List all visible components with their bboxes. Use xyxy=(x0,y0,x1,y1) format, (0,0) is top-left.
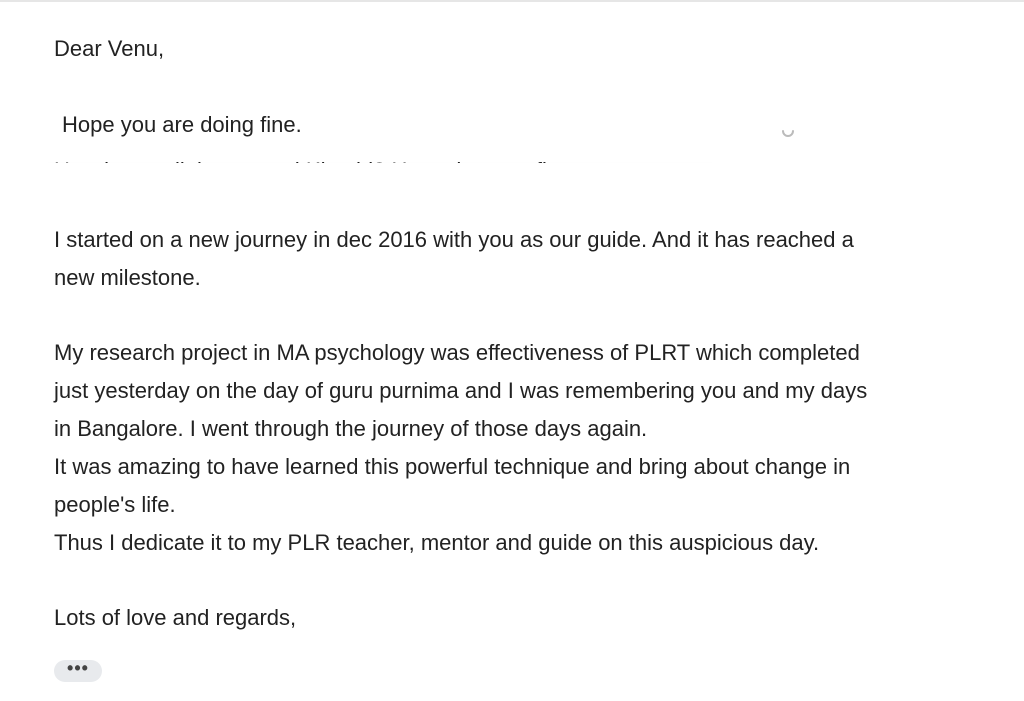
email-body xyxy=(54,30,1014,68)
loading-cursor-icon xyxy=(781,124,795,138)
cutoff-text-strip xyxy=(48,140,712,174)
closing-line: Lots of love and regards, xyxy=(54,605,297,630)
show-trimmed-content-button[interactable] xyxy=(54,660,102,682)
paragraph-line: My research project in MA psychology was effectiveness of PLRT which completed xyxy=(54,340,860,365)
paragraph-line: It was amazing to have learned this powerful technique and bring about change in xyxy=(54,454,851,479)
mask-top xyxy=(48,140,712,157)
ellipsis-icon: ••• xyxy=(67,658,89,678)
paragraph-line: people's life. xyxy=(54,492,176,517)
paragraph-line: new milestone. xyxy=(54,265,201,290)
paragraph-line: I started on a new journey in dec 2016 with you as our guide. And it has reached a xyxy=(54,227,854,252)
paragraph-line: Thus I dedicate it to my PLR teacher, mentor and guide on this auspicious day. xyxy=(54,530,820,555)
greeting-line: Dear Venu, xyxy=(54,36,165,61)
top-divider xyxy=(0,0,1024,2)
paragraph-line: in Bangalore. I went through the journey of those days again. xyxy=(54,416,648,441)
paragraph-journey xyxy=(54,221,1019,297)
mask-bottom xyxy=(48,163,712,174)
paragraph-research xyxy=(54,334,1019,562)
hope-line: Hope you are doing fine. xyxy=(62,112,302,137)
paragraph-line: just yesterday on the day of guru purnima and I was remembering you and my days xyxy=(54,378,868,403)
